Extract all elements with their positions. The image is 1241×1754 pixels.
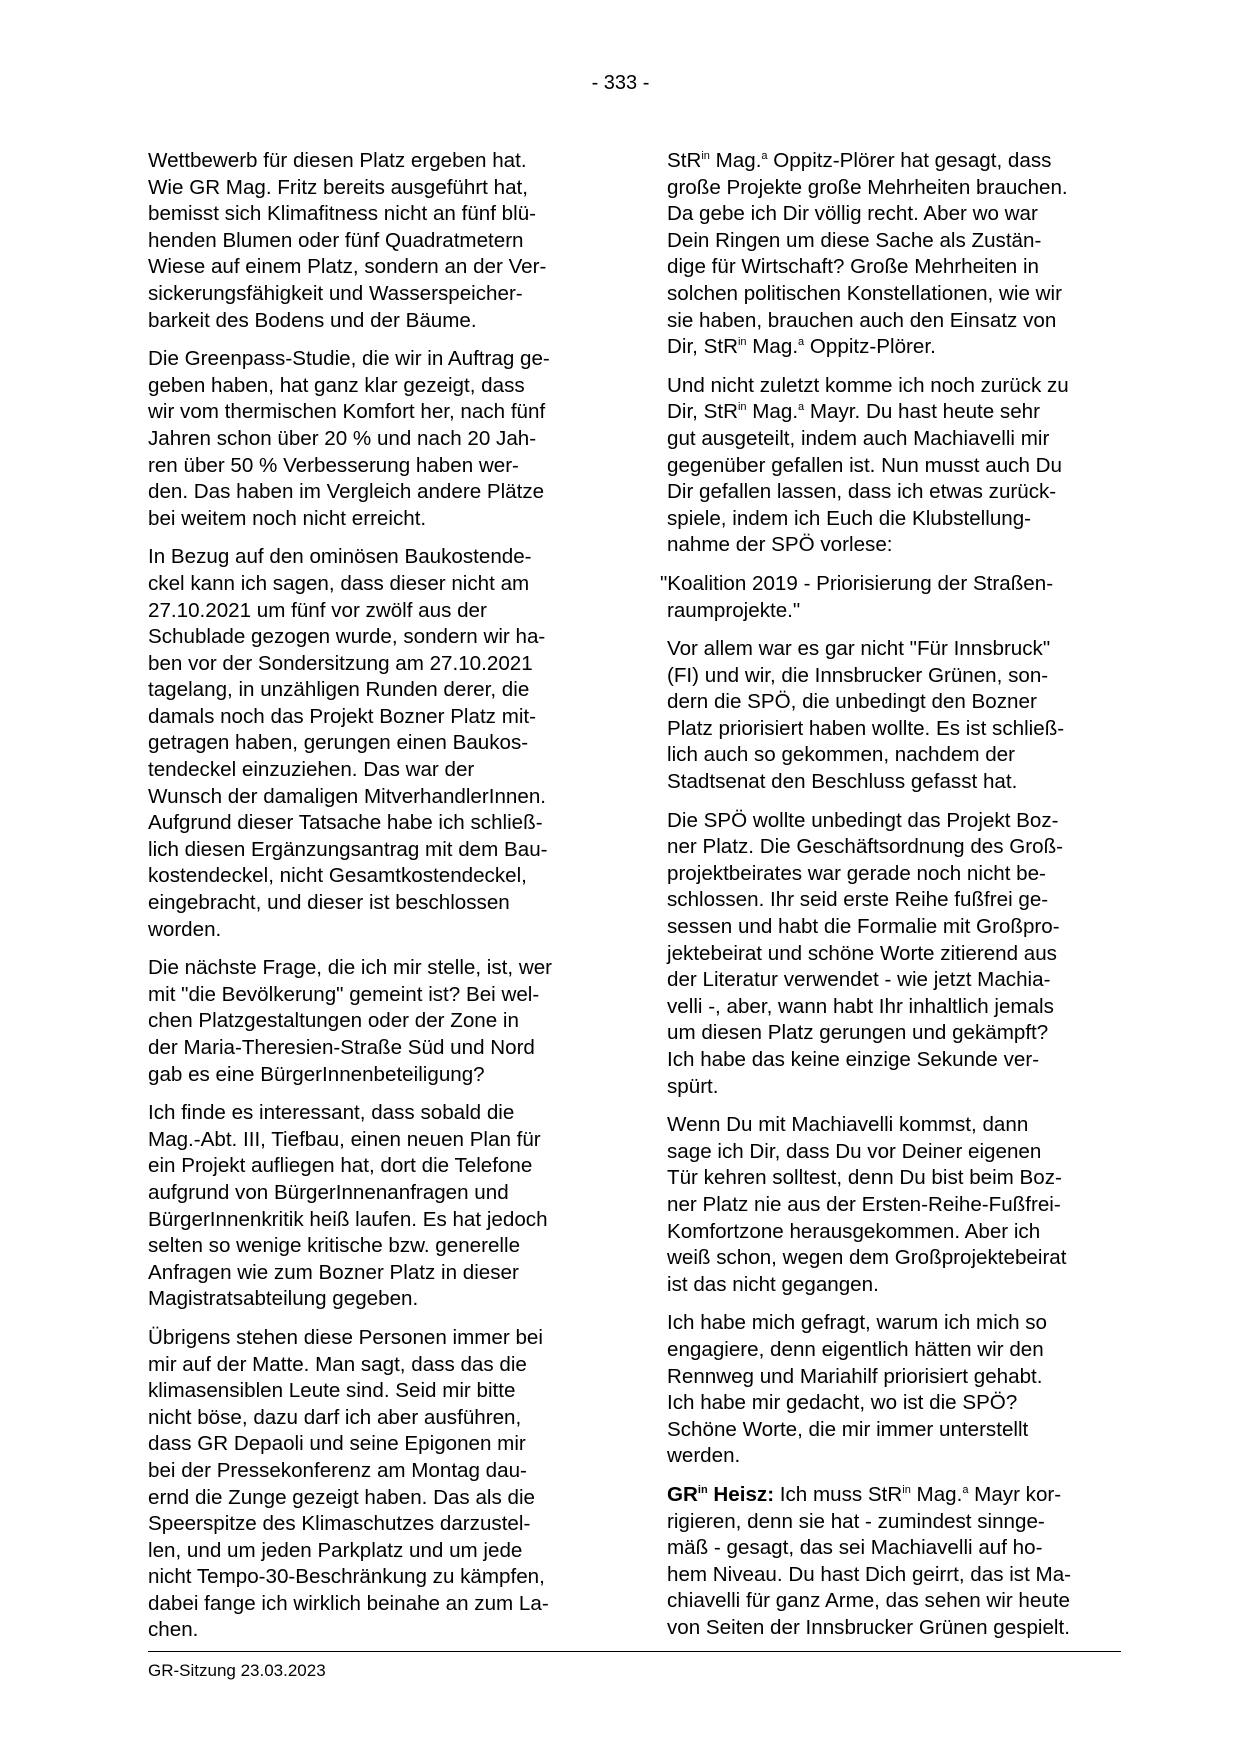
text-line: Magistratsabteilung gegeben. bbox=[148, 1287, 419, 1311]
text-line: dige für Wirtschaft? Große Mehrheiten in bbox=[667, 255, 1039, 279]
text-line: Vor allem war es gar nicht "Für Innsbruck" bbox=[667, 637, 1051, 661]
text-line: "Koalition 2019 - Priorisierung der Straßen- bbox=[660, 571, 1054, 595]
text-line: Wettbewerb für diesen Platz ergeben hat. bbox=[148, 149, 527, 172]
footer-divider bbox=[148, 1651, 1121, 1652]
paragraph bbox=[148, 955, 602, 1088]
text-line: chen. bbox=[148, 1618, 199, 1642]
text-line: gab es eine BürgerInnenbeteiligung? bbox=[148, 1062, 485, 1086]
left-column bbox=[148, 148, 602, 1656]
text-line: schlossen. Ihr seid erste Reihe fußfrei ge- bbox=[667, 888, 1049, 912]
text-line: nicht böse, dazu darf ich aber ausführen, bbox=[148, 1405, 522, 1429]
text-line: dabei fange ich wirklich beinahe an zum La- bbox=[148, 1591, 549, 1615]
text-line: solchen politischen Konstellationen, wie wir bbox=[667, 281, 1062, 305]
text-line: ckel kann ich sagen, dass dieser nicht am bbox=[148, 571, 530, 595]
text-line: BürgerInnenkritik heiß laufen. Es hat jedoch bbox=[148, 1207, 548, 1231]
paragraph: StR$^{in}$ Mag.$^a$ Oppitz-Plörer hat gesagt, dass große Projekte große Mehrheiten brauchen. Da gebe ich Dir völlig recht. Aber wo war Dein Ringen um diese Sache als Zustän- dige für Wirtschaft? Große Mehrheiten in solchen politischen Konstellationen, wie wir sie haben, brauchen auch den Einsatz von Dir, StR$^{in}$ Mag.$^a$ Oppitz-Plörer. bbox=[667, 149, 1068, 359]
text-line: gut ausgeteilt, indem auch Machiavelli mir bbox=[667, 426, 1050, 450]
speaker-name: $GR^{in}$ Heisz: bbox=[667, 1482, 775, 1506]
paragraph: Und nicht zuletzt komme ich noch zurück zu Dir, StR$^{in}$ Mag.$^a$ Mayr. Du hast heute sehr gut ausgeteilt, indem auch Machiavelli mir gegenüber gefallen ist. Nun musst auch Du Dir gefallen lassen, dass ich etwas zurück- spiele, indem ich Euch die Klubstellung- nahme der SPÖ vorlese: bbox=[667, 373, 1069, 557]
text-line: bei weitem noch nicht erreicht. bbox=[148, 506, 427, 530]
text-line: Schöne Worte, die mir immer unterstellt bbox=[667, 1417, 1029, 1441]
text-line: jektebeirat und schöne Worte zitierend aus bbox=[667, 941, 1057, 965]
text-line: Wiese auf einem Platz, sondern an der Ver- bbox=[148, 255, 547, 279]
paragraph bbox=[667, 636, 1121, 796]
text-line: selten so wenige kritische bzw. generelle bbox=[148, 1234, 521, 1258]
text-line: hem Niveau. Du hast Dich geirrt, das ist Ma- bbox=[667, 1562, 1072, 1586]
text-line: sie haben, brauchen auch den Einsatz von bbox=[667, 308, 1057, 332]
text-line: sessen und habt die Formalie mit Großpro- bbox=[667, 915, 1060, 939]
text-line: kostendeckel, nicht Gesamtkostendeckel, bbox=[148, 864, 527, 888]
text-line: damals noch das Projekt Bozner Platz mit- bbox=[148, 704, 537, 728]
text-line: Stadtsenat den Beschluss gefasst hat. bbox=[667, 770, 1018, 794]
text-line: ist das nicht gegangen. bbox=[667, 1272, 879, 1296]
text-line: engagiere, denn eigentlich hätten wir den bbox=[667, 1337, 1044, 1361]
text-line: Platz priorisiert haben wollte. Es ist schließ- bbox=[667, 716, 1065, 740]
paragraph bbox=[667, 1310, 1121, 1470]
text-line: große Projekte große Mehrheiten brauchen. bbox=[667, 175, 1068, 199]
page-number: - 333 - bbox=[591, 72, 650, 94]
text-line: Übrigens stehen diese Personen immer bei bbox=[148, 1325, 543, 1349]
text-line: mir auf der Matte. Man sagt, dass das die bbox=[148, 1352, 527, 1376]
text-line: wir vom thermischen Komfort her, nach fünf bbox=[148, 400, 546, 424]
text-line: lich diesen Ergänzungsantrag mit dem Bau- bbox=[148, 837, 548, 861]
text-line: Ich habe mir gedacht, wo ist die SPÖ? bbox=[667, 1391, 1018, 1415]
text-line: bei der Pressekonferenz am Montag dau- bbox=[148, 1458, 527, 1482]
text-line: um diesen Platz gerungen und gekämpft? bbox=[667, 1021, 1049, 1045]
text-line: lich auch so gekommen, nachdem der bbox=[667, 743, 1015, 767]
text-line: ernd die Zunge gezeigt haben. Das als die bbox=[148, 1485, 535, 1509]
text-line: (FI) und wir, die Innsbrucker Grünen, son- bbox=[667, 663, 1049, 687]
text-line: Komfortzone herausgekommen. Aber ich bbox=[667, 1219, 1041, 1243]
text-line: von Seiten der Innsbrucker Grünen gespielt. bbox=[667, 1615, 1070, 1639]
text-line: Ich finde es interessant, dass sobald die bbox=[148, 1101, 515, 1125]
paragraph bbox=[148, 148, 602, 334]
footer-text: GR-Sitzung 23.03.2023 bbox=[148, 1661, 326, 1680]
text-line: sage ich Dir, dass Du vor Deiner eigenen bbox=[667, 1139, 1042, 1163]
text-line: mäß - gesagt, das sei Machiavelli auf ho- bbox=[667, 1536, 1043, 1560]
text-line: nicht Tempo-30-Beschränkung zu kämpfen, bbox=[148, 1565, 545, 1589]
text-line: bemisst sich Klimafitness nicht an fünf blü- bbox=[148, 202, 537, 226]
text-line: Mag.-Abt. III, Tiefbau, einen neuen Plan für bbox=[148, 1127, 541, 1151]
right-column bbox=[660, 148, 1121, 1653]
text-line: Anfragen wie zum Bozner Platz in dieser bbox=[148, 1260, 519, 1284]
text-line: len, und um jeden Parkplatz und um jede bbox=[148, 1538, 523, 1562]
text-line: Ich habe mich gefragt, warum ich mich so bbox=[667, 1311, 1047, 1335]
text-line: eingebracht, und dieser ist beschlossen bbox=[148, 891, 510, 915]
text-line: den. Das haben im Vergleich andere Plätze bbox=[148, 480, 545, 504]
text-line: sickerungsfähigkeit und Wasserspeicher- bbox=[148, 281, 523, 305]
text-line: Rennweg und Mariahilf priorisiert gehabt. bbox=[667, 1364, 1043, 1388]
text-line: tagelang, in unzähligen Runden derer, die bbox=[148, 678, 530, 702]
text-line: ner Platz nie aus der Ersten-Reihe-Fußfrei- bbox=[667, 1192, 1061, 1216]
text-line: Schublade gezogen wurde, sondern wir ha- bbox=[148, 625, 546, 649]
text-line: henden Blumen oder fünf Quadratmetern bbox=[148, 228, 524, 252]
paragraph bbox=[148, 544, 602, 943]
text-line: der Literatur verwendet - wie jetzt Machia- bbox=[667, 968, 1051, 992]
paragraph bbox=[667, 1112, 1121, 1298]
text-line: ben vor der Sondersitzung am 27.10.2021 bbox=[148, 651, 533, 675]
text-line: velli -, aber, wann habt Ihr inhaltlich jemals bbox=[667, 994, 1054, 1018]
text-line: raumprojekte." bbox=[667, 598, 801, 622]
text-line: Da gebe ich Dir völlig recht. Aber wo war bbox=[667, 202, 1038, 226]
quote bbox=[660, 571, 1121, 624]
text-line: ein Projekt aufliegen hat, dort die Telefone bbox=[148, 1154, 533, 1178]
text-line: Jahren schon über 20 % und nach 20 Jah- bbox=[148, 426, 537, 450]
text-line: der Maria-Theresien-Straße Süd und Nord bbox=[148, 1036, 535, 1059]
text-line: dass GR Depaoli und seine Epigonen mir bbox=[148, 1432, 526, 1456]
paragraph bbox=[148, 1100, 602, 1313]
text-line: chiavelli für ganz Arme, das sehen wir heute bbox=[667, 1589, 1070, 1613]
text-line: Die nächste Frage, die ich mir stelle, ist, wer bbox=[148, 956, 553, 980]
text-line: Die SPÖ wollte unbedingt das Projekt Boz- bbox=[667, 808, 1059, 832]
text-line: spiele, indem ich Euch die Klubstellung- bbox=[667, 506, 1032, 530]
text-line: In Bezug auf den ominösen Baukostende- bbox=[148, 545, 532, 569]
text-line: ren über 50 % Verbesserung haben wer- bbox=[148, 453, 519, 477]
text-line: Und nicht zuletzt komme ich noch zurück zu bbox=[667, 373, 1069, 397]
text-line: spürt. bbox=[667, 1074, 719, 1098]
text-line: projektbeirates war gerade noch nicht be- bbox=[667, 861, 1046, 885]
text-line: werden. bbox=[667, 1444, 741, 1468]
text-line: klimasensiblen Leute sind. Seid mir bitte bbox=[148, 1379, 516, 1403]
text-line: mit "die Bevölkerung" gemeint ist? Bei wel- bbox=[148, 982, 540, 1006]
text-line: worden. bbox=[148, 917, 222, 941]
text-line: chen Platzgestaltungen oder der Zone in bbox=[148, 1009, 519, 1033]
text-line: aufgrund von BürgerInnenanfragen und bbox=[148, 1180, 509, 1204]
text-line: ner Platz. Die Geschäftsordnung des Groß- bbox=[667, 835, 1064, 859]
text-line: geben haben, hat ganz klar gezeigt, dass bbox=[148, 373, 525, 397]
paragraph bbox=[667, 808, 1121, 1101]
paragraph bbox=[148, 1325, 602, 1644]
text-line: Aufgrund dieser Tatsache habe ich schließ- bbox=[148, 811, 543, 835]
text-line: 27.10.2021 um fünf vor zwölf aus der bbox=[148, 598, 487, 622]
text-line: barkeit des Bodens und der Bäume. bbox=[148, 308, 477, 332]
text-line: Wie GR Mag. Fritz bereits ausgeführt hat, bbox=[148, 175, 528, 199]
text-line: nahme der SPÖ vorlese: bbox=[667, 533, 893, 557]
speaker-paragraph: $GR^{in}$ Heisz: Ich muss StR$^{in}$ Mag.$^a$ Mayr kor- rigieren, denn sie hat - zumindest sinnge- mäß - gesagt, das sei Machiavelli auf ho- hem Niveau. Du hast Dich geirrt, das ist Ma- chiavelli für ganz Arme, das sehen wir heute von Seiten der Innsbrucker Grünen gespielt. bbox=[667, 1482, 1072, 1639]
text-line: Speerspitze des Klimaschutzes darzustel- bbox=[148, 1512, 531, 1536]
text-line: getragen haben, gerungen einen Baukos- bbox=[148, 731, 529, 755]
text-line: Die Greenpass-Studie, die wir in Auftrag ge- bbox=[148, 347, 550, 371]
text-line: Ich habe das keine einzige Sekunde ver- bbox=[667, 1048, 1040, 1071]
paragraph bbox=[148, 346, 602, 532]
text-line: Wenn Du mit Machiavelli kommst, dann bbox=[667, 1113, 1029, 1137]
text-line: Wunsch der damaligen MitverhandlerInnen. bbox=[148, 784, 546, 808]
text-line: Tür kehren solltest, denn Du bist beim Boz- bbox=[667, 1166, 1062, 1190]
text-line: tendeckel einzuziehen. Das war der bbox=[148, 758, 475, 782]
text-line: Dein Ringen um diese Sache als Zustän- bbox=[667, 228, 1042, 252]
text-line: dern die SPÖ, die unbedingt den Bozner bbox=[667, 690, 1037, 714]
text-line: gegenüber gefallen ist. Nun musst auch Du bbox=[667, 453, 1062, 477]
text-line: rigieren, denn sie hat - zumindest sinnge- bbox=[667, 1509, 1045, 1533]
text-line: weiß schon, wegen dem Großprojektebeirat bbox=[667, 1246, 1067, 1270]
text-line: Dir gefallen lassen, dass ich etwas zurück- bbox=[667, 480, 1057, 504]
